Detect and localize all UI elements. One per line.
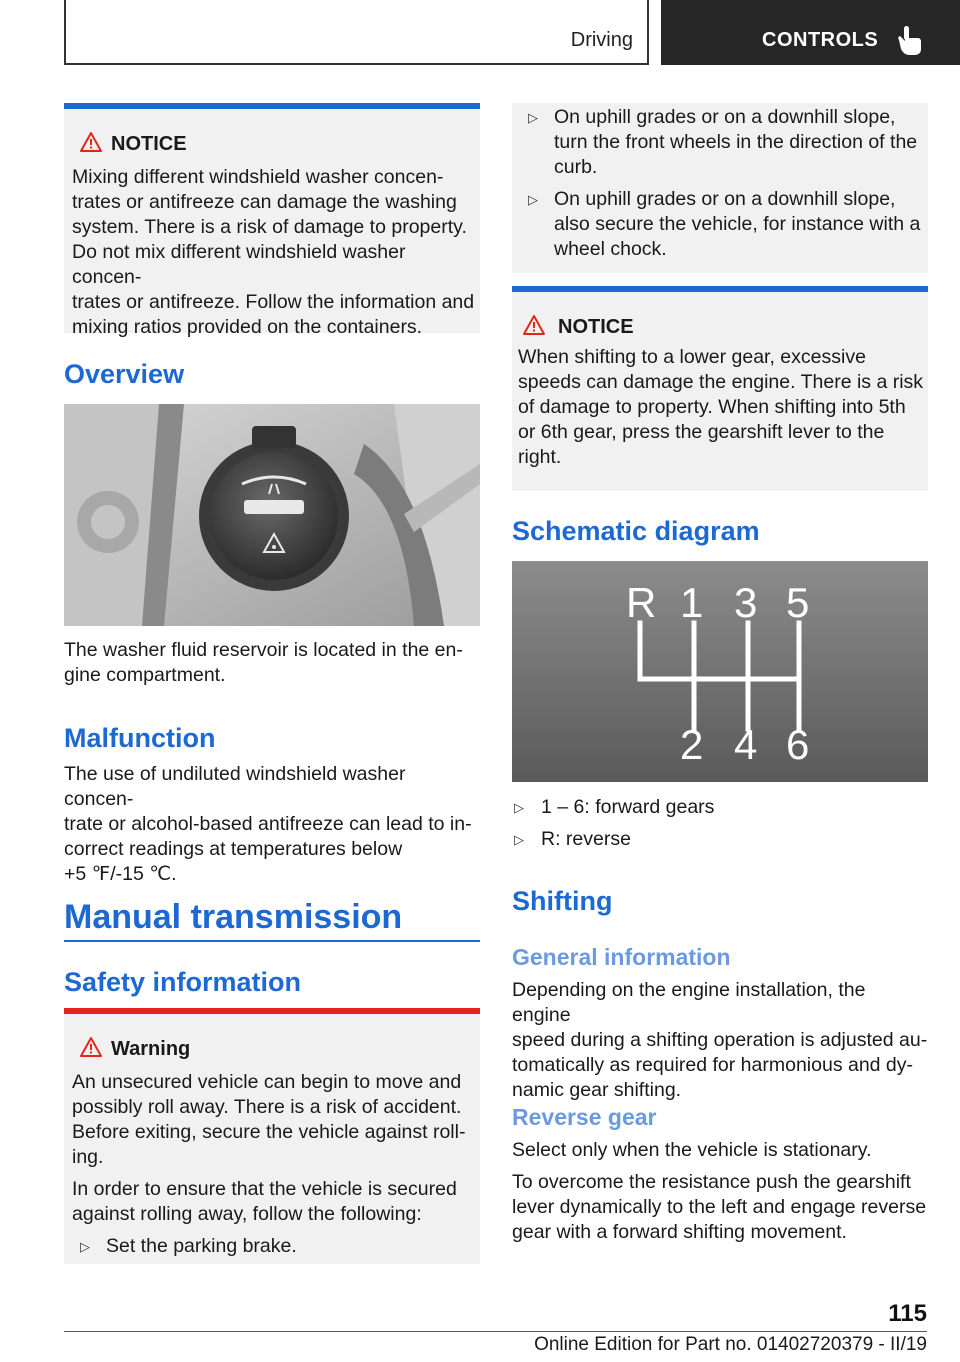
warning-triangle-icon [522, 314, 546, 336]
bullet-triangle-icon: ▷ [80, 1239, 90, 1254]
malfunction-heading: Malfunction [64, 723, 216, 753]
gear-label-4: 4 [734, 721, 758, 768]
bullet-triangle-icon: ▷ [528, 110, 538, 125]
reverse-gear-heading: Reverse gear [512, 1104, 657, 1130]
overview-heading: Overview [64, 359, 185, 389]
notice-text-2: When shifting to a lower gear, excessive speeds can damage the engine. There is a risk of damage to property. When shifting into 5th or 6th gear, press the gearshift lever to the right. [518, 346, 924, 468]
warning-text-1: An unsecured vehicle can begin to move and possibly roll away. There is a risk of accident. Before exiting, secure the vehicle against roll- ing. [72, 1071, 466, 1168]
warning-title: Warning [111, 1038, 191, 1060]
header-chapter-label: CONTROLS [762, 29, 879, 51]
notice-bar [64, 103, 480, 109]
manual-transmission-heading: Manual transmission [64, 898, 403, 936]
notice-title: NOTICE [111, 133, 187, 155]
footer-rule [64, 1331, 927, 1332]
notice-title-2: NOTICE [558, 316, 634, 338]
gear-label-3: 3 [734, 579, 758, 626]
reverse-gear-text-1: Select only when the vehicle is stationary. [512, 1139, 872, 1161]
general-information-heading: General information [512, 944, 731, 970]
page-number: 115 [888, 1300, 927, 1327]
schematic-diagram-heading: Schematic diagram [512, 516, 760, 546]
notice-text: Mixing different windshield washer concen- trates or antifreeze can damage the washing system. There is a risk of damage to property. Do not mix different windshield washer concen- trates or antifreeze. Follow the information and mixing ratios provided on the containers. [72, 166, 475, 338]
gear-label-r: R [626, 579, 657, 626]
gear-label-6: 6 [786, 721, 810, 768]
bullet-triangle-icon: ▷ [514, 800, 524, 815]
overview-caption: The washer fluid reservoir is located in the en- gine compartment. [64, 639, 463, 686]
continuation-bullet-1: On uphill grades or on a downhill slope, turn the front wheels in the direction of the curb. [554, 106, 918, 178]
safety-information-heading: Safety information [64, 967, 302, 997]
footer-edition: Online Edition for Part no. 01402720379 - II/19 [534, 1334, 927, 1355]
general-information-text: Depending on the engine installation, the engine speed during a shifting operation is adjusted au- tomatically as required for harmonious and dy- namic gear shifting. [512, 979, 928, 1101]
gear-label-1: 1 [680, 579, 704, 626]
bullet-triangle-icon: ▷ [514, 832, 524, 847]
warning-bar [64, 1008, 480, 1014]
header-chapter-tab [661, 0, 960, 65]
gear-bullet-forward: 1 – 6: forward gears [541, 796, 715, 818]
bullet-triangle-icon: ▷ [528, 192, 538, 207]
gear-shift-diagram [512, 561, 928, 782]
warning-triangle-icon [79, 131, 103, 153]
notice-box [64, 103, 480, 338]
gear-label-5: 5 [786, 579, 810, 626]
pointing-hand-icon [894, 24, 924, 56]
continuation-bullet-2: On uphill grades or on a downhill slope, also secure the vehicle, for instance with a wheel chock. [554, 188, 921, 260]
notice-box-2 [512, 286, 928, 491]
warning-continuation-box [512, 103, 928, 273]
heading-rule [64, 940, 480, 942]
warning-triangle-icon [79, 1036, 103, 1058]
gear-label-2: 2 [680, 721, 704, 768]
washer-reservoir-image [64, 404, 480, 626]
reverse-gear-text-2: To overcome the resistance push the gearshift lever dynamically to the left and engage reverse gear with a forward shifting movement. [512, 1171, 927, 1243]
warning-text-2: In order to ensure that the vehicle is secured against rolling away, follow the following: [72, 1178, 457, 1225]
header-section-label: Driving [570, 29, 633, 51]
gear-bullet-reverse: R: reverse [541, 828, 631, 850]
notice-bar [512, 286, 928, 292]
shifting-heading: Shifting [512, 886, 613, 916]
malfunction-text: The use of undiluted windshield washer concen- trate or alcohol-based antifreeze can lead to in- correct readings at temperatures below +5 ℉/-15 ℃. [64, 763, 472, 885]
header-section-tab [64, 0, 649, 65]
gear-pattern-lines [512, 561, 928, 782]
warning-bullet: Set the parking brake. [106, 1235, 297, 1257]
warning-box [64, 1008, 480, 1264]
